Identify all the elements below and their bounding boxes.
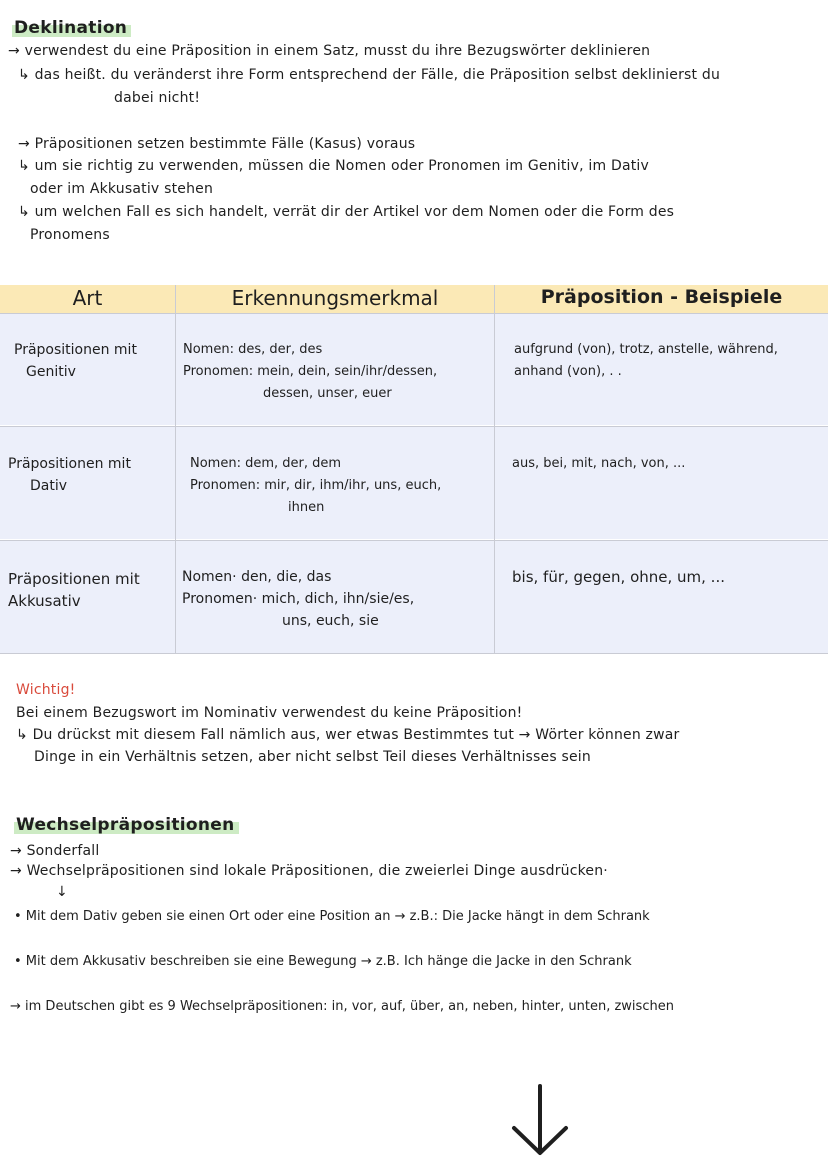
text-line: ↳ Du drückst mit diesem Fall nämlich aus, wer etwas Bestimmtes tut → Wörter können zwar xyxy=(16,727,680,743)
column-header-beispiele: Präposition - Beispiele xyxy=(540,286,783,308)
text-line: Bei einem Bezugswort im Nominativ verwendest du keine Präposition! xyxy=(16,705,523,721)
text-line: Dinge in ein Verhältnis setzen, aber nicht selbst Teil dieses Verhältnisses sein xyxy=(34,749,591,765)
text-line: • Mit dem Akkusativ beschreiben sie eine Bewegung → z.B. Ich hänge die Jacke in den Schrank xyxy=(14,954,632,969)
text-line: ↳ das heißt. du veränderst ihre Form entsprechend der Fälle, die Präposition selbst deklinierst du xyxy=(18,67,721,83)
text-line: ↳ um welchen Fall es sich handelt, verrät dir der Artikel vor dem Nomen oder die Form des xyxy=(18,204,675,220)
table-cell-art: Präpositionen mit Akkusativ xyxy=(8,570,140,610)
table-rule xyxy=(494,285,495,654)
text-line: → verwendest du eine Präposition in einem Satz, musst du ihre Bezugswörter deklinieren xyxy=(8,43,651,59)
column-header-art: Art xyxy=(72,286,103,310)
table-cell-merkmal: Nomen· den, die, das Pronomen· mich, dich, ihn/sie/es, uns, euch, sie xyxy=(182,569,415,629)
text-line: ↳ um sie richtig zu verwenden, müssen die Nomen oder Pronomen im Genitiv, im Dativ xyxy=(18,158,650,174)
table-rule xyxy=(0,313,828,314)
table-cell-merkmal: Nomen: dem, der, dem Pronomen: mir, dir, ihm/ihr, uns, euch, ihnen xyxy=(190,456,442,515)
table-rule xyxy=(0,426,828,427)
table-cell-merkmal: Nomen: des, der, des Pronomen: mein, dein, sein/ihr/dessen, dessen, unser, euer xyxy=(183,342,438,401)
section-title-wechselpraepositionen: Wechselpräpositionen xyxy=(14,815,239,835)
text-line: → Wechselpräpositionen sind lokale Präpositionen, die zweierlei Dinge ausdrücken· xyxy=(10,863,608,879)
table-cell-beispiele: aus, bei, mit, nach, von, ... xyxy=(512,456,686,471)
text-line: • Mit dem Dativ geben sie einen Ort oder eine Position an → z.B.: Die Jacke hängt in dem Schrank xyxy=(14,909,650,924)
down-arrow-small: ↓ xyxy=(56,884,68,900)
table-cell-beispiele: bis, für, gegen, ohne, um, ... xyxy=(512,568,725,586)
text-line: oder im Akkusativ stehen xyxy=(30,181,214,197)
table-cell-art: Präpositionen mit Dativ xyxy=(8,456,131,494)
column-header-merkmal: Erkennungsmerkmal xyxy=(231,286,439,310)
text-line: Pronomens xyxy=(30,227,110,243)
text-line: dabei nicht! xyxy=(114,90,201,106)
table-rule xyxy=(0,540,828,541)
arrow-down-icon xyxy=(508,1082,572,1158)
text-line: → im Deutschen gibt es 9 Wechselpräpositionen: in, vor, auf, über, an, neben, hinter, unten, zwischen xyxy=(10,999,674,1014)
table-rule xyxy=(175,285,176,654)
prepositions-table xyxy=(0,285,828,654)
text-line: → Sonderfall xyxy=(10,843,100,859)
wichtig-label: Wichtig! xyxy=(16,682,76,698)
table-cell-art: Präpositionen mit Genitiv xyxy=(14,342,137,380)
table-cell-beispiele: aufgrund (von), trotz, anstelle, während, anhand (von), . . xyxy=(514,342,778,379)
section-title-deklination: Deklination xyxy=(12,18,131,38)
table-rule xyxy=(0,653,828,654)
text-line: → Präpositionen setzen bestimmte Fälle (Kasus) voraus xyxy=(18,136,416,152)
